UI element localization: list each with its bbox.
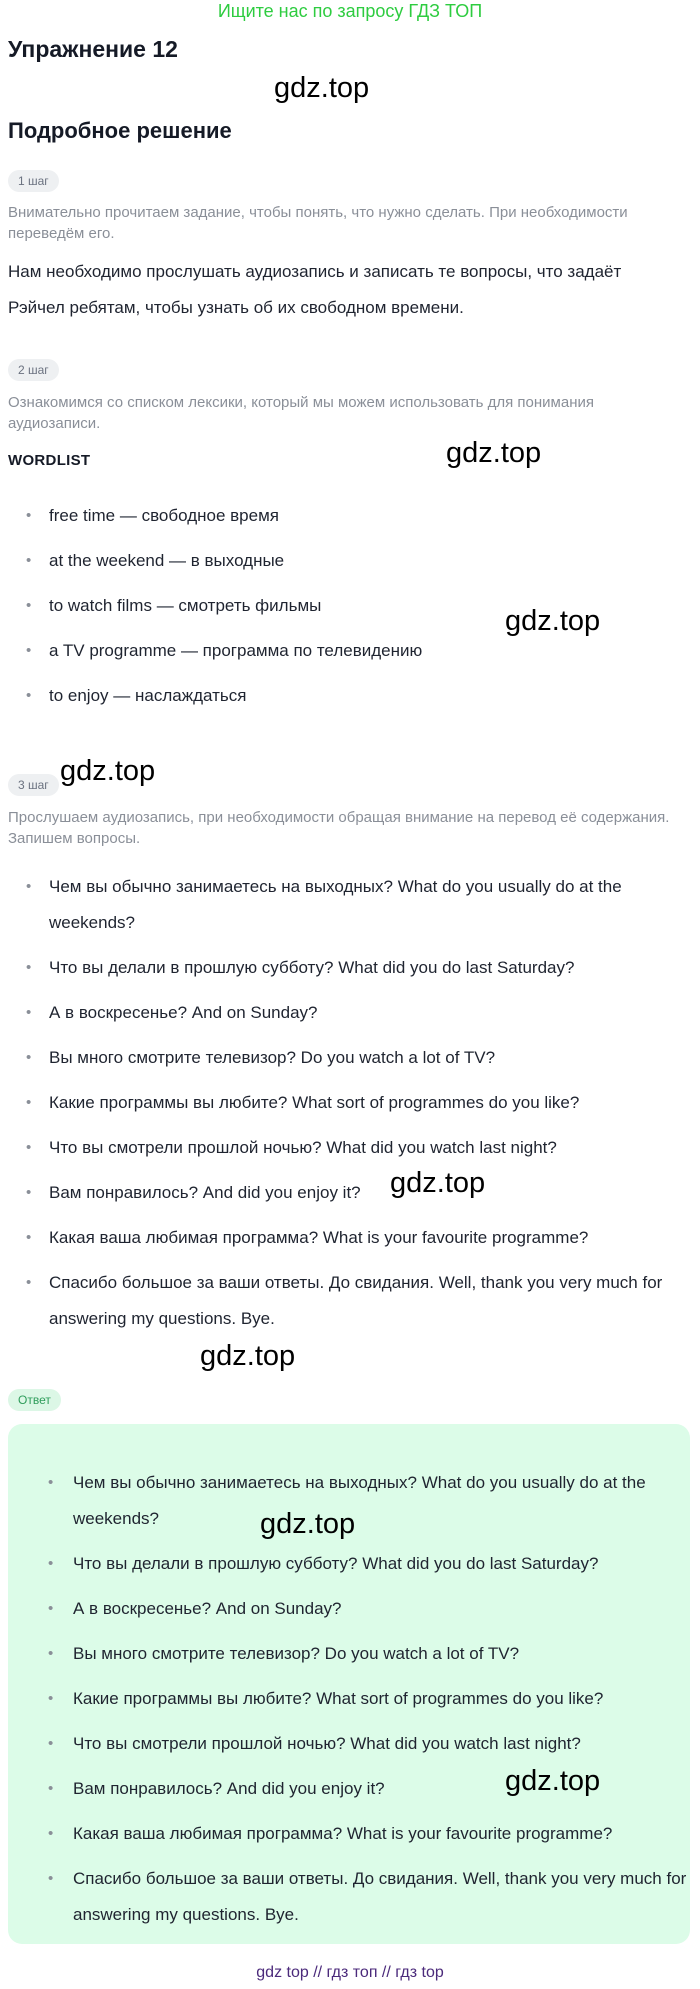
list-item: • Что вы смотрели прошлой ночью? What did you watch last night? bbox=[8, 1130, 688, 1166]
wordlist-heading: WORDLIST bbox=[8, 452, 91, 469]
list-item: • to watch films — смотреть фильмы bbox=[8, 588, 688, 624]
list-item: • at the weekend — в выходные bbox=[8, 543, 688, 579]
step-badge: 2 шаг bbox=[8, 359, 59, 381]
watermark: gdz.top bbox=[446, 437, 542, 469]
list-item: • Что вы делали в прошлую субботу? What did you do last Saturday? bbox=[8, 950, 688, 986]
list-item: • Вы много смотрите телевизор? Do you watch a lot of TV? bbox=[8, 1636, 690, 1672]
answer-badge: Ответ bbox=[8, 1389, 61, 1411]
list-item: • to enjoy — наслаждаться bbox=[8, 678, 688, 714]
watermark: gdz.top bbox=[505, 605, 601, 637]
list-item: • Спасибо большое за ваши ответы. До свидания. Well, thank you very much for answering my questions. Bye. bbox=[8, 1861, 690, 1933]
step-hint: Ознакомимся со списком лексики, который мы можем использовать для понимания аудиозаписи. bbox=[8, 394, 594, 432]
search-hint-banner: Ищите нас по запросу ГДЗ ТОП bbox=[217, 1, 483, 21]
list-item: • Чем вы обычно занимаетесь на выходных? What do you usually do at the weekends? bbox=[8, 1465, 690, 1537]
step-badge: 1 шаг bbox=[8, 170, 59, 192]
list-item: • Что вы смотрели прошлой ночью? What did you watch last night? bbox=[8, 1726, 690, 1762]
footer-links: gdz top // гдз топ // гдз top bbox=[256, 1964, 444, 1981]
step-text: Рэйчел ребятам, чтобы узнать об их свободном времени. bbox=[8, 298, 464, 317]
watermark: gdz.top bbox=[200, 1340, 296, 1372]
watermark: gdz.top bbox=[274, 72, 370, 104]
list-item: • А в воскресенье? And on Sunday? bbox=[8, 1591, 690, 1627]
step-text: Нам необходимо прослушать аудиозапись и записать те вопросы, что задаёт bbox=[8, 262, 622, 281]
list-item: • Чем вы обычно занимаетесь на выходных? What do you usually do at the weekends? bbox=[8, 869, 688, 941]
list-item: • А в воскресенье? And on Sunday? bbox=[8, 995, 688, 1031]
list-item: • Какие программы вы любите? What sort of programmes do you like? bbox=[8, 1681, 690, 1717]
step-hint: Прослушаем аудиозапись, при необходимости обращая внимание на перевод её содержания. Запишем вопросы. bbox=[8, 809, 670, 847]
watermark: gdz.top bbox=[390, 1167, 486, 1199]
list-item: • a TV programme — программа по телевидению bbox=[8, 633, 688, 669]
step-hint: Внимательно прочитаем задание, чтобы понять, что нужно сделать. При необходимости переведём его. bbox=[8, 204, 628, 242]
list-item: • free time — свободное время bbox=[8, 498, 688, 534]
list-item: • Спасибо большое за ваши ответы. До свидания. Well, thank you very much for answering my questions. Bye. bbox=[8, 1265, 688, 1337]
list-item: • Вам понравилось? And did you enjoy it? bbox=[8, 1175, 688, 1211]
list-item: • Какая ваша любимая программа? What is your favourite programme? bbox=[8, 1816, 690, 1852]
step-badge: 3 шаг bbox=[8, 774, 59, 796]
watermark: gdz.top bbox=[505, 1765, 601, 1797]
list-item: • Какие программы вы любите? What sort of programmes do you like? bbox=[8, 1085, 688, 1121]
list-item: • Что вы делали в прошлую субботу? What did you do last Saturday? bbox=[8, 1546, 690, 1582]
solution-heading: Подробное решение bbox=[8, 118, 232, 143]
watermark: gdz.top bbox=[260, 1508, 356, 1540]
watermark: gdz.top bbox=[60, 755, 156, 787]
questions-list bbox=[8, 869, 688, 1337]
list-item: • Вы много смотрите телевизор? Do you watch a lot of TV? bbox=[8, 1040, 688, 1076]
page-title: Упражнение 12 bbox=[8, 36, 178, 62]
list-item: • Вам понравилось? And did you enjoy it? bbox=[8, 1771, 690, 1807]
list-item: • Какая ваша любимая программа? What is your favourite programme? bbox=[8, 1220, 688, 1256]
